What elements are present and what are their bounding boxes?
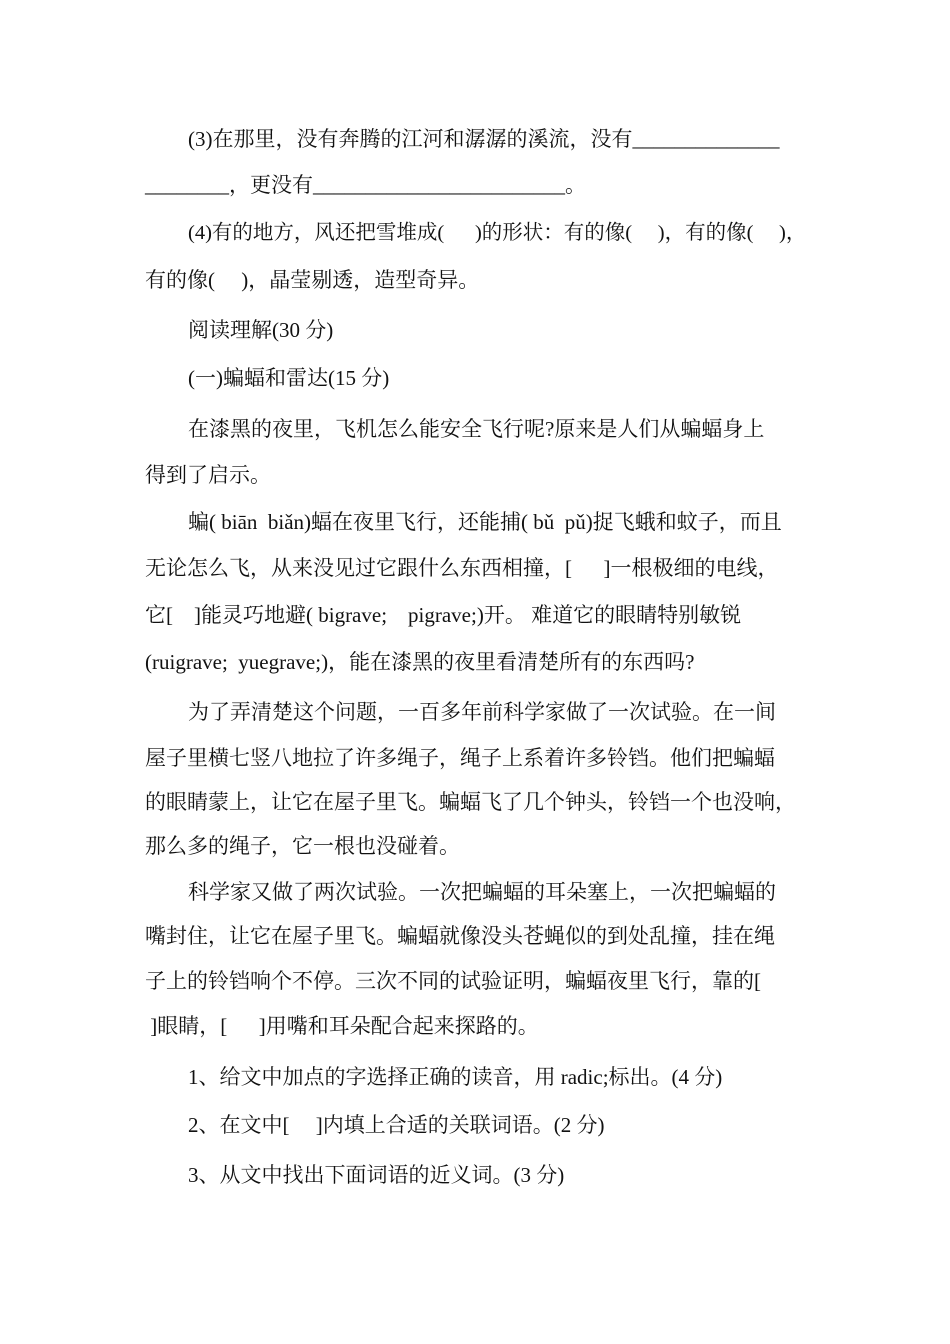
passage-p2-line-4: (ruigrave; yuegrave;)，能在漆黑的夜里看清楚所有的东西吗? (145, 650, 695, 674)
question-item-2: 2、在文中[ ]内填上合适的关联词语。(2 分) (188, 1113, 605, 1137)
question-3-line-2: ________，更没有________________________。 (145, 173, 586, 197)
passage-p4-line-1: 科学家又做了两次试验。一次把蝙蝠的耳朵塞上，一次把蝙蝠的 (188, 880, 776, 904)
passage-p2-line-3: 它[ ]能灵巧地避( bigrave; pigrave;)开。 难道它的眼睛特别敏锐 (145, 603, 742, 627)
question-4-line-1: (4)有的地方，风还把雪堆成( )的形状：有的像( )，有的像( )， (188, 222, 807, 244)
passage-p1-line-1: 在漆黑的夜里，飞机怎么能安全飞行呢?原来是人们从蝙蝠身上 (188, 417, 765, 441)
passage-p3-line-4: 那么多的绳子，它一根也没碰着。 (145, 834, 460, 858)
question-4-line-2: 有的像( )，晶莹剔透，造型奇异。 (145, 268, 480, 292)
passage-p3-line-1: 为了弄清楚这个问题，一百多年前科学家做了一次试验。在一间 (188, 700, 776, 724)
passage-title: (一)蝙蝠和雷达(15 分) (188, 366, 390, 390)
question-3-line-1: (3)在那里，没有奔腾的江河和潺潺的溪流，没有______________ (188, 127, 780, 151)
passage-p3-line-2: 屋子里横七竖八地拉了许多绳子，绳子上系着许多铃铛。他们把蝙蝠 (145, 746, 775, 770)
passage-p1-line-2: 得到了启示。 (145, 463, 271, 487)
passage-p2-line-2: 无论怎么飞，从来没见过它跟什么东西相撞，[ ]一根极细的电线， (145, 556, 779, 580)
question-item-1: 1、给文中加点的字选择正确的读音，用 radic;标出。(4 分) (188, 1065, 723, 1089)
passage-p3-line-3: 的眼睛蒙上，让它在屋子里飞。蝙蝠飞了几个钟头，铃铛一个也没响， (145, 790, 796, 814)
section-heading-reading: 阅读理解(30 分) (188, 318, 334, 342)
passage-p4-line-3: 子上的铃铛响个不停。三次不同的试验证明，蝙蝠夜里飞行，靠的[ (145, 969, 761, 993)
passage-p2-line-1: 蝙( biān biǎn)蝠在夜里飞行，还能捕( bǔ pǔ)捉飞蛾和蚊子，而且 (188, 510, 782, 534)
passage-p4-line-4: ]眼睛，[ ]用嘴和耳朵配合起来探路的。 (145, 1014, 539, 1038)
question-item-3: 3、从文中找出下面词语的近义词。(3 分) (188, 1163, 565, 1187)
passage-p4-line-2: 嘴封住，让它在屋子里飞。蝙蝠就像没头苍蝇似的到处乱撞，挂在绳 (145, 924, 775, 948)
